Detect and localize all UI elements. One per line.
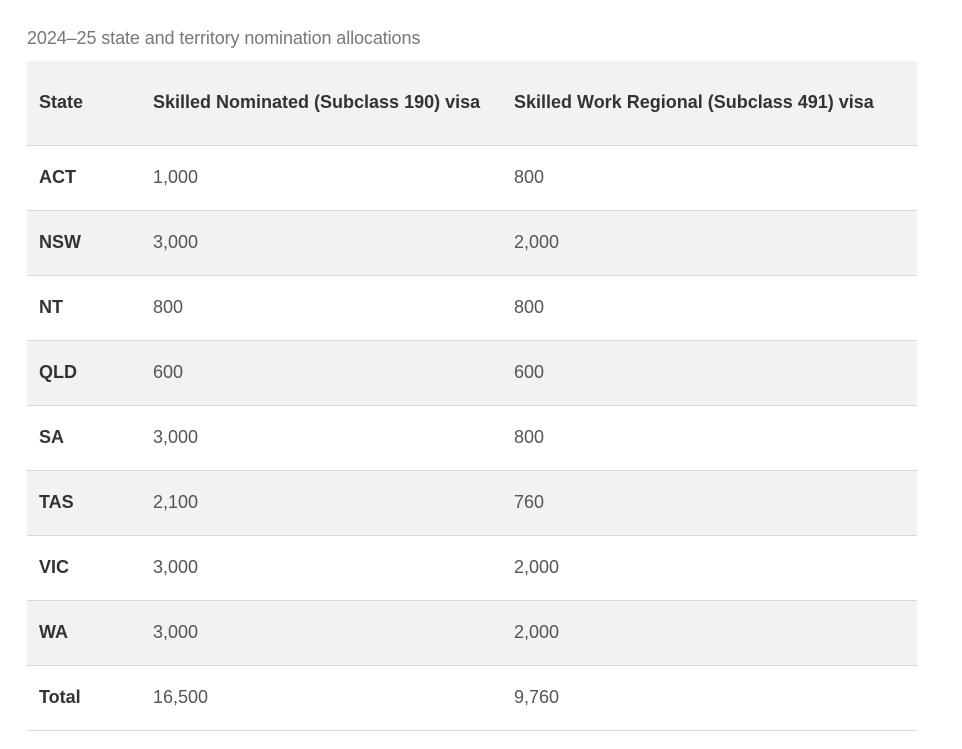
cell-state: VIC [39, 557, 70, 577]
cell-subclass-190: 600 [153, 362, 184, 382]
header-subclass-190: Skilled Nominated (Subclass 190) visa [153, 92, 481, 113]
cell-state: WA [39, 622, 68, 642]
cell-subclass-491: 2,000 [514, 557, 560, 577]
allocations-table-container [27, 26, 917, 731]
cell-subclass-491: 800 [514, 427, 545, 447]
table-row [27, 600, 917, 665]
cell-state: ACT [39, 167, 76, 187]
cell-state: Total [39, 687, 81, 707]
header-state: State [39, 92, 84, 113]
cell-state: SA [39, 427, 65, 447]
cell-subclass-491: 800 [514, 167, 545, 187]
cell-state: NT [39, 297, 63, 317]
cell-subclass-491: 600 [514, 362, 545, 382]
cell-state: NSW [39, 232, 81, 252]
cell-subclass-491: 760 [514, 492, 545, 512]
allocations-table [27, 61, 917, 731]
table-row [27, 535, 917, 600]
table-row [27, 210, 917, 275]
cell-subclass-190: 16,500 [153, 687, 209, 707]
table-header-row [27, 61, 917, 145]
cell-state: TAS [39, 492, 74, 512]
cell-subclass-491: 2,000 [514, 622, 560, 642]
cell-subclass-190: 3,000 [153, 622, 199, 642]
table-caption: 2024–25 state and territory nomination allocations [27, 28, 421, 48]
cell-subclass-190: 1,000 [153, 167, 199, 187]
cell-subclass-190: 2,100 [153, 492, 199, 512]
cell-subclass-190: 800 [153, 297, 184, 317]
table-row [27, 275, 917, 340]
header-subclass-491: Skilled Work Regional (Subclass 491) visa [514, 92, 874, 113]
table-row [27, 145, 917, 210]
cell-subclass-491: 9,760 [514, 687, 560, 707]
cell-subclass-491: 800 [514, 297, 545, 317]
cell-subclass-190: 3,000 [153, 427, 199, 447]
cell-subclass-190: 3,000 [153, 232, 199, 252]
table-row [27, 405, 917, 470]
cell-subclass-190: 3,000 [153, 557, 199, 577]
table-row [27, 340, 917, 405]
cell-state: QLD [39, 362, 77, 382]
table-row [27, 470, 917, 535]
cell-subclass-491: 2,000 [514, 232, 560, 252]
table-row-total [27, 665, 917, 730]
